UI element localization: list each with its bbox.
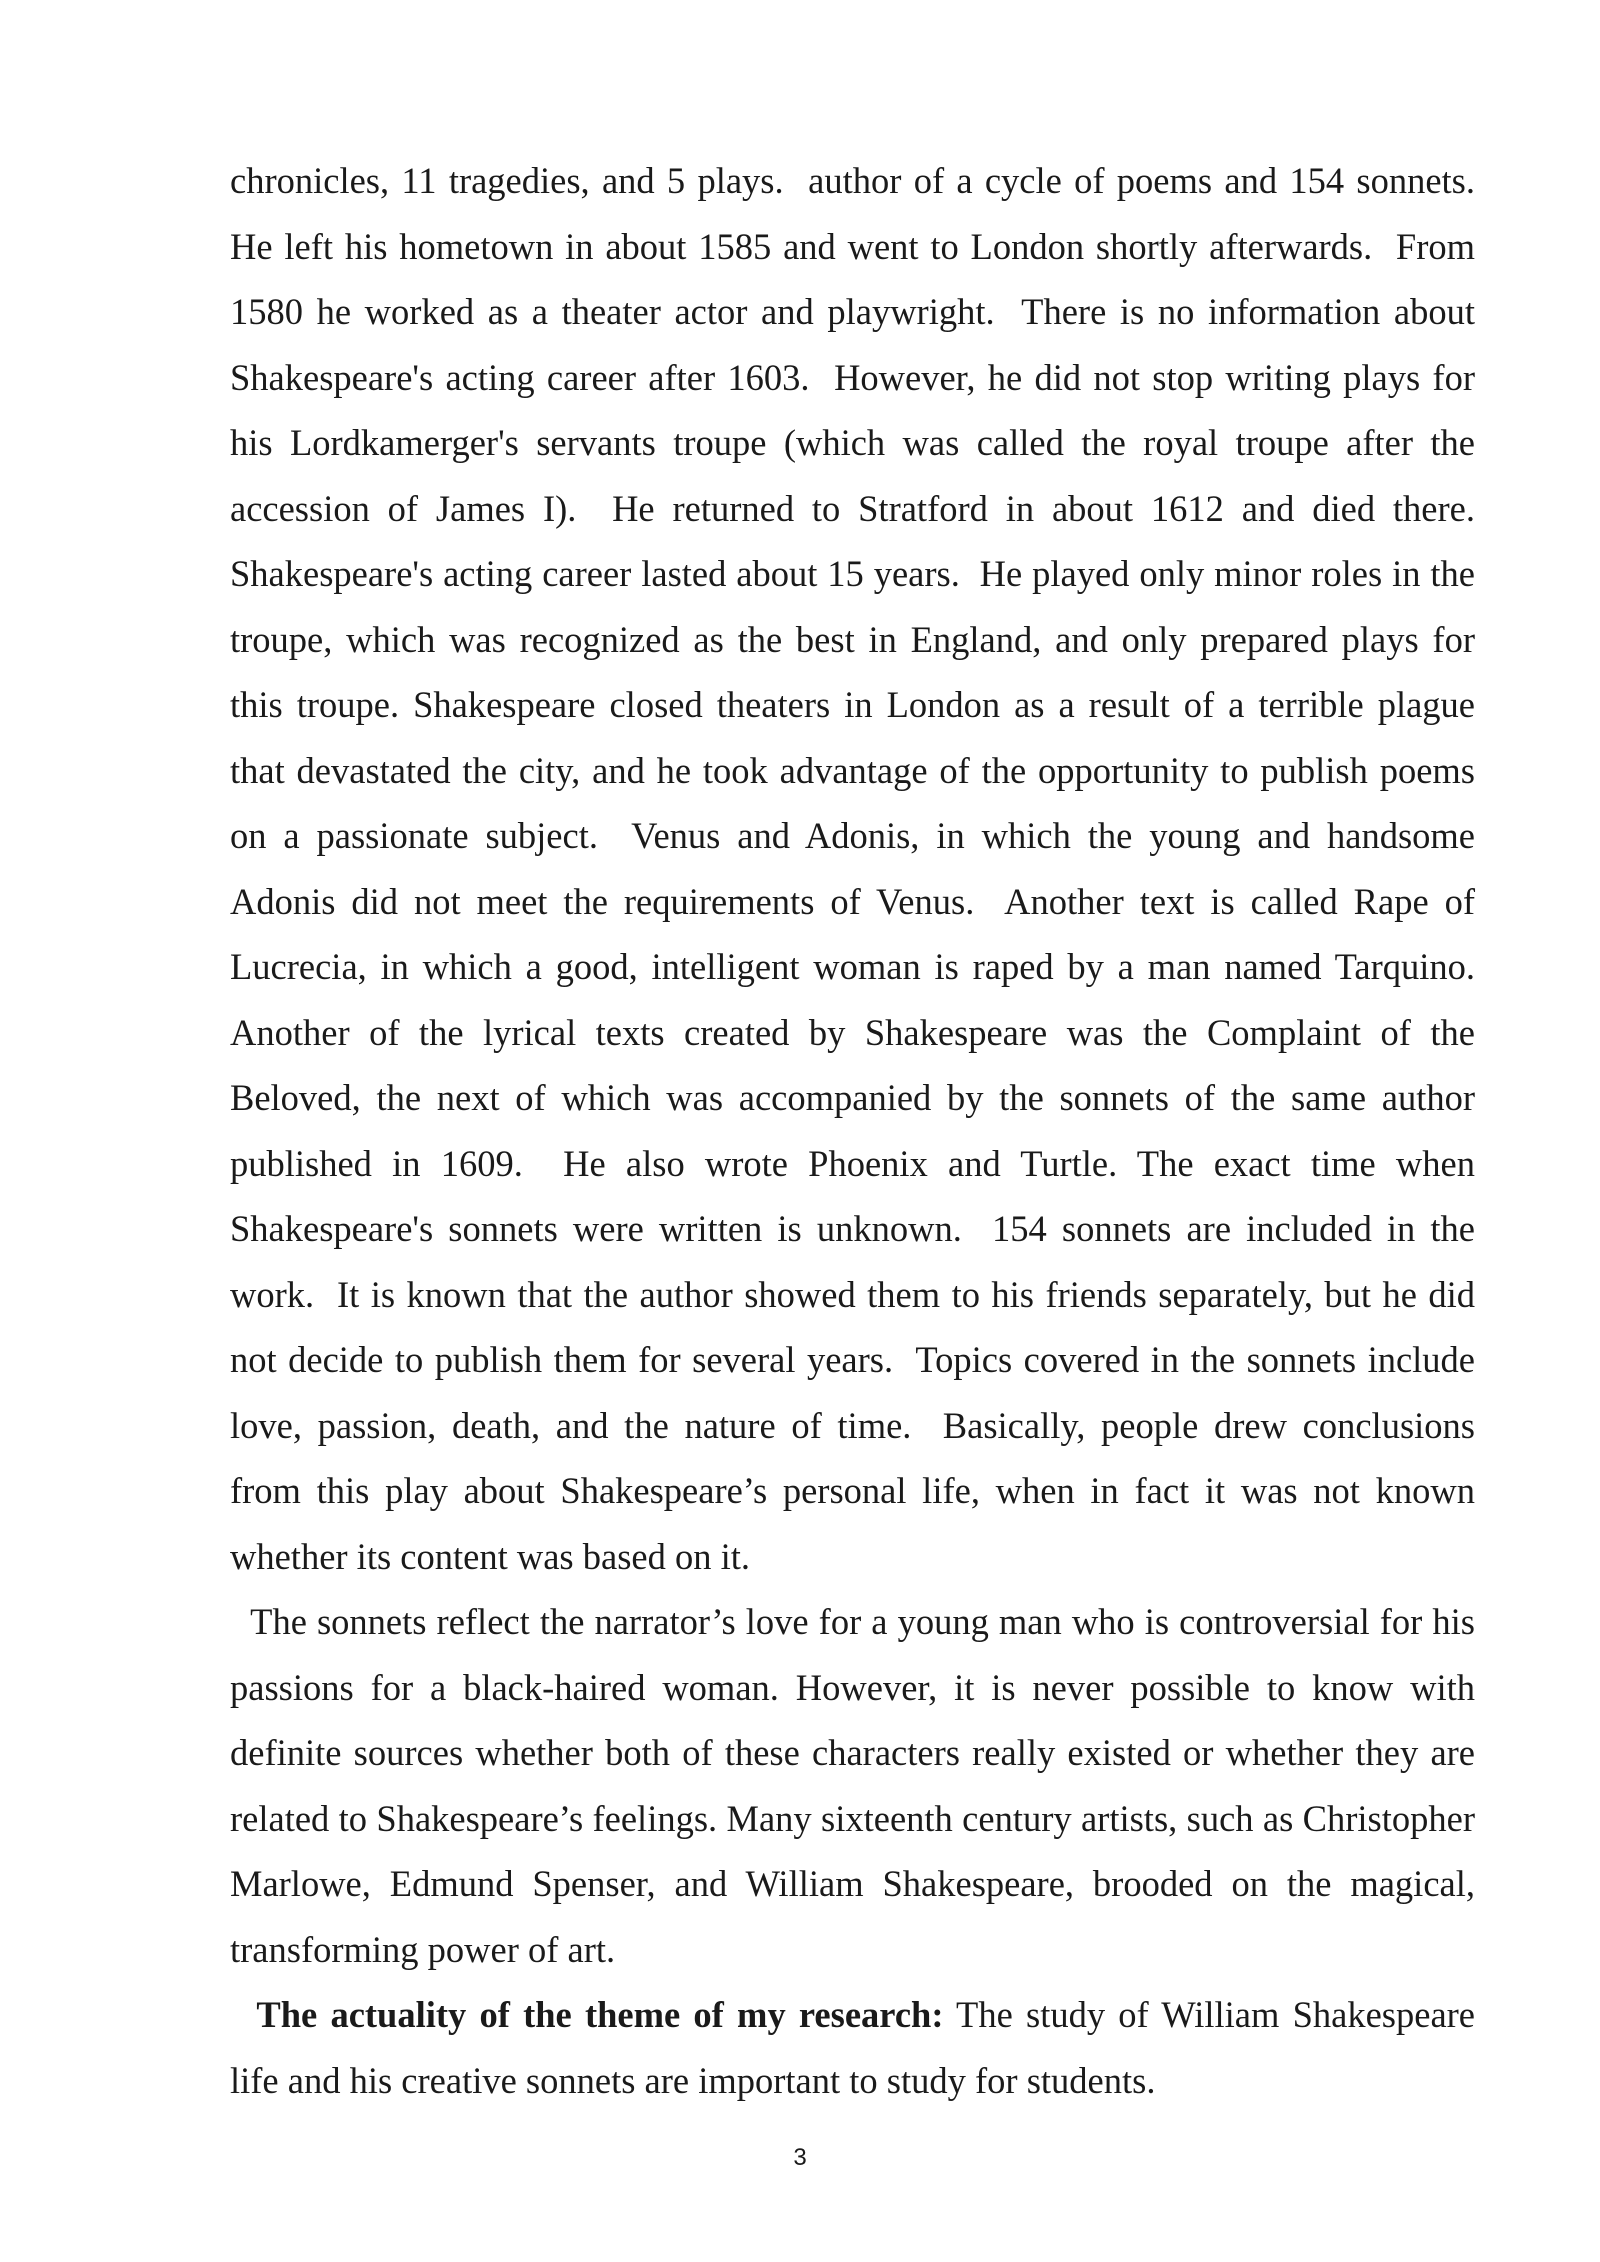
paragraph-biography: chronicles, 11 tragedies, and 5 plays. author of a cycle of poems and 154 sonnets. He left his hometown in about 1585 and went to London shortly afterwards. From 1580 he worked as a theater actor and playwright. There is no information about Shakespeare's acting career after 1603. However, he did not stop writing plays for his Lordkamerger's servants troupe (which was called the royal troupe after the accession of James I). He returned to Stratford in about 1612 and died there. Shakespeare's acting career lasted about 15 years. He played only minor roles in the troupe, which was recognized as the best in England, and only prepared plays for this troupe. Shakespeare closed theaters in London as a result of a terrible plague that devastated the city, and he took advantage of the opportunity to publish poems on a passionate subject. Venus and Adonis, in which the young and handsome Adonis did not meet the requirements of Venus. Another text is called Rape of Lucrecia, in which a good, intelligent woman is raped by a man named Tarquino. Another of the lyrical texts created by Shakespeare was the Complaint of the Beloved, the next of which was accompanied by the sonnets of the same author published in 1609. He also wrote Phoenix and Turtle. The exact time when Shakespeare's sonnets were written is unknown. 154 sonnets are included in the work. It is known that the author showed them to his friends separately, but he did not decide to publish them for several years. Topics covered in the sonnets include love, passion, death, and the nature of time. Basically, people drew conclusions from this play about Shakespeare’s personal life, when in fact it was not known whether its content was based on it. [230, 160, 1485, 1577]
paragraph-actuality [230, 1982, 1485, 2113]
actuality-heading: The actuality of the theme of my research: [256, 1994, 944, 2035]
paragraph-sonnets: The sonnets reflect the narrator’s love for a young man who is controversial for his passions for a black-haired woman. However, it is never possible to know with definite sources whether both of these characters really existed or whether they are related to Shakespeare’s feelings. Many sixteenth century artists, such as Christopher Marlowe, Edmund Spenser, and William Shakespeare, brooded on the magical, transforming power of art. [230, 1601, 1485, 1970]
body-text [230, 148, 1485, 2113]
actuality-text: The study of William Shakespeare life and his creative sonnets are important to study for students. [230, 1994, 1485, 2101]
page-number: 3 [793, 2144, 807, 2171]
